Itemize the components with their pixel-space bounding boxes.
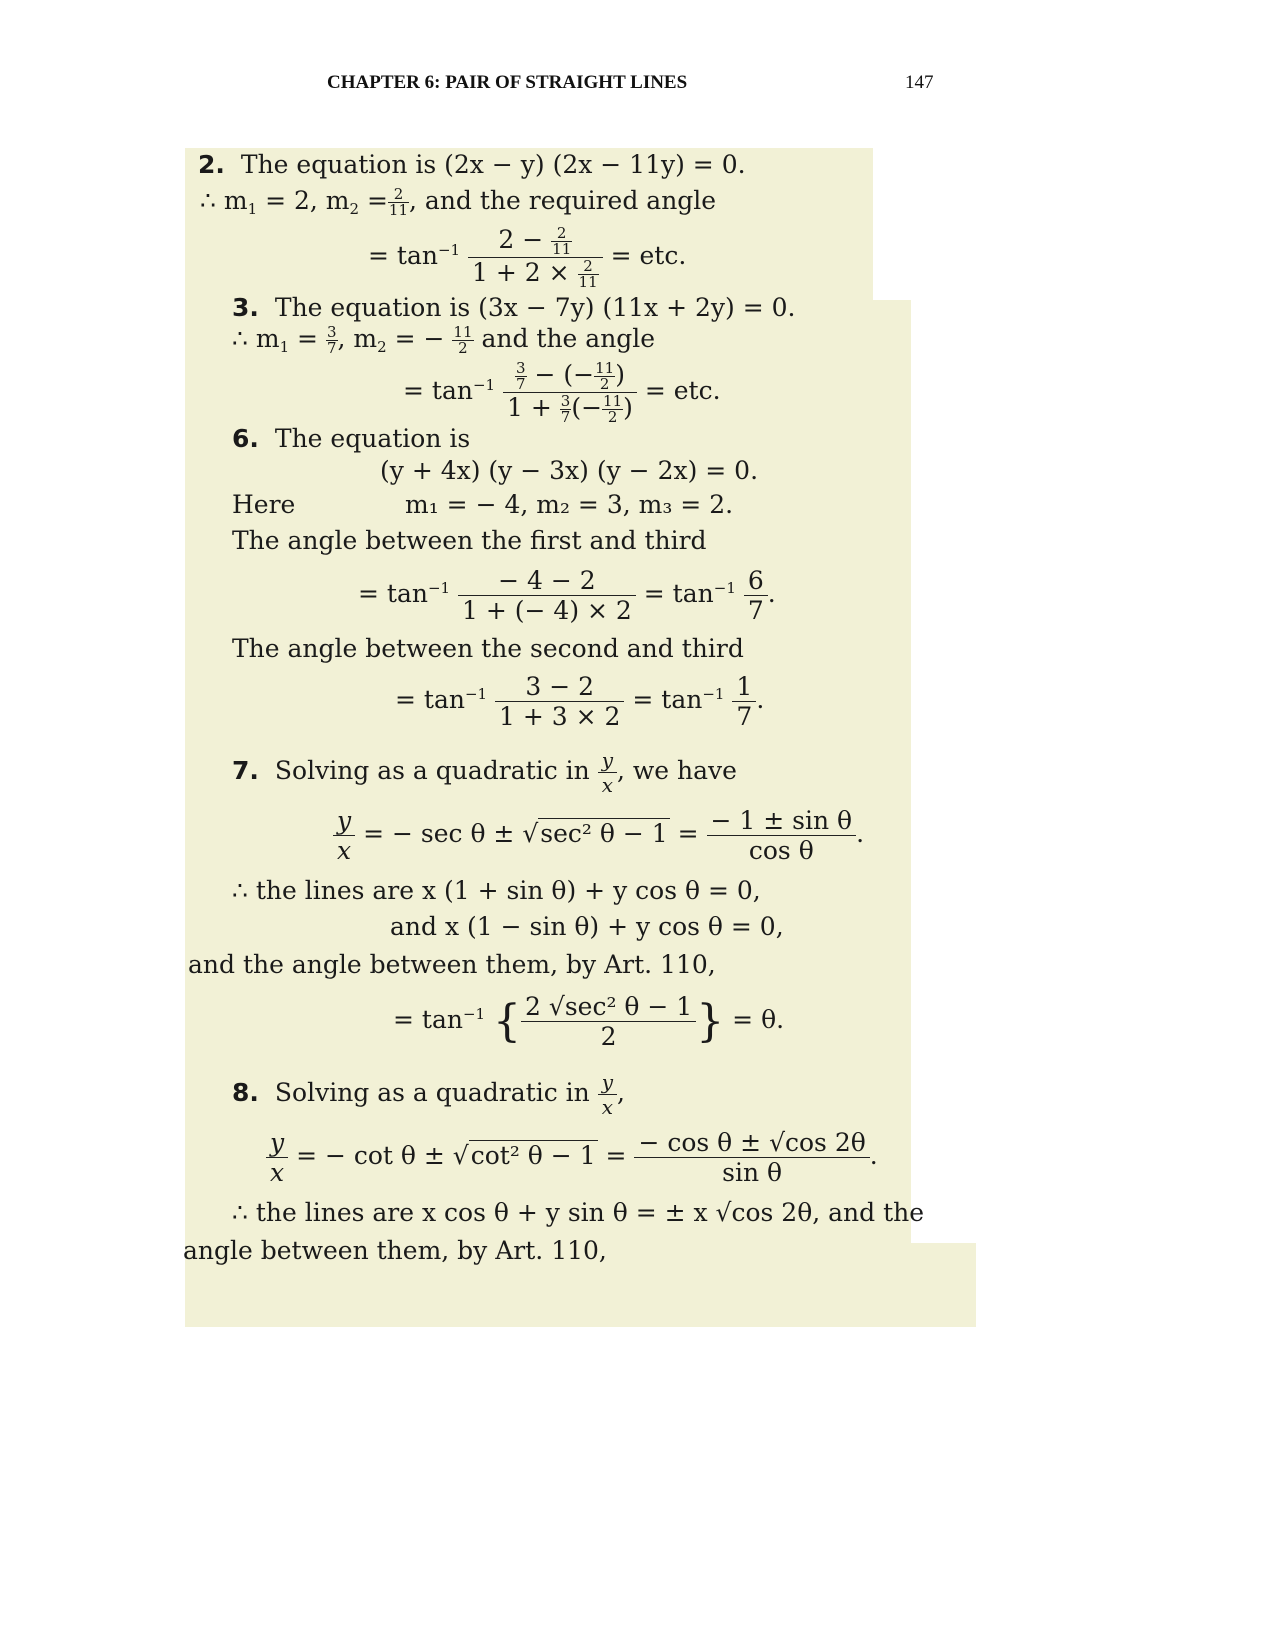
solution-7-intro: 7. Solving as a quadratic in $\frac{y}{x}$ , we have: [232, 748, 737, 797]
solution-2-angle-formula: = $\tan^{-1}$ 2 − $\frac{2}{11}$ 1 + 2 × $\frac{2}{11}$ = etc.: [368, 224, 687, 291]
solution-7-lines-a: ∴ the lines are x (1 + sin θ) + y cos θ = 0,: [232, 876, 761, 905]
solution-6-first-third-text: The angle between the first and third: [232, 526, 707, 555]
chapter-title: CHAPTER 6: PAIR OF STRAIGHT LINES: [327, 72, 688, 93]
solution-2-equation: 2. The equation is (2x − y) (2x − 11y) = 0.: [198, 150, 746, 179]
solution-8-angle-text: angle between them, by Art. 110,: [183, 1236, 607, 1265]
solution-8-intro: 8. Solving as a quadratic in $\frac{y}{x}$ ,: [232, 1070, 625, 1119]
solution-7-angle-text: and the angle between them, by Art. 110,: [188, 950, 716, 979]
solution-6-first-third-formula: = $\tan^{-1}$ $\frac{- 4 - 2}{1 + (- 4) \times 2}$ = $\tan^{-1}$ $\frac{6}{7}$ .: [358, 566, 776, 625]
solution-2-slopes: ∴ $m_1 = 2$, $m_2$ = $\frac{2}{11}$ , and the required angle: [200, 185, 717, 219]
solution-6-equation: (y + 4x) (y − 3x) (y − 2x) = 0.: [380, 456, 759, 485]
solution-7-quadratic-solution: $\frac{y}{x}$ = − sec θ ± √sec² θ − 1 = $\frac{\text{− 1 ± sin θ}}{\text{cos θ}}$ .: [333, 806, 864, 865]
solution-6-here-label: Here: [232, 490, 296, 519]
solution-3-angle-formula: = $\tan^{-1}$ $\frac{3}{7}$ − (− $\frac{11}{2}$ ) 1 + $\frac{3}{7}$ (− $\frac{11}{2}$ ) = etc.: [403, 359, 721, 426]
solution-6-slopes: m₁ = − 4, m₂ = 3, m₃ = 2.: [405, 490, 734, 519]
solution-6-second-third-formula: = $\tan^{-1}$ $\frac{3 - 2}{1 + 3 \times 2}$ = $\tan^{-1}$ $\frac{1}{7}$ .: [395, 672, 765, 731]
solution-8-lines: ∴ the lines are x cos θ + y sin θ = ± x √cos 2θ, and the: [232, 1198, 925, 1227]
solution-3-equation: 3. The equation is (3x − 7y) (11x + 2y) = 0.: [232, 293, 796, 322]
page-number: 147: [905, 72, 934, 93]
solution-6-second-third-text: The angle between the second and third: [232, 634, 744, 663]
solution-3-slopes: ∴ $m_1$ = $\frac{3}{7}$ , $m_2$ = − $\frac{11}{2}$ and the angle: [232, 323, 656, 357]
solution-7-angle-formula: = $\tan^{-1}$ { $\frac{\text{2 √sec² θ − 1}}{2}$ } = θ.: [393, 992, 785, 1051]
solution-6-intro: 6. The equation is: [232, 424, 471, 453]
solution-7-lines-b: and x (1 − sin θ) + y cos θ = 0,: [390, 912, 784, 941]
solution-8-quadratic-solution: $\frac{y}{x}$ = − cot θ ± √cot² θ − 1 = $\frac{\text{− cos θ ± √cos 2θ}}{\text{sin θ}}$ .: [266, 1128, 878, 1187]
